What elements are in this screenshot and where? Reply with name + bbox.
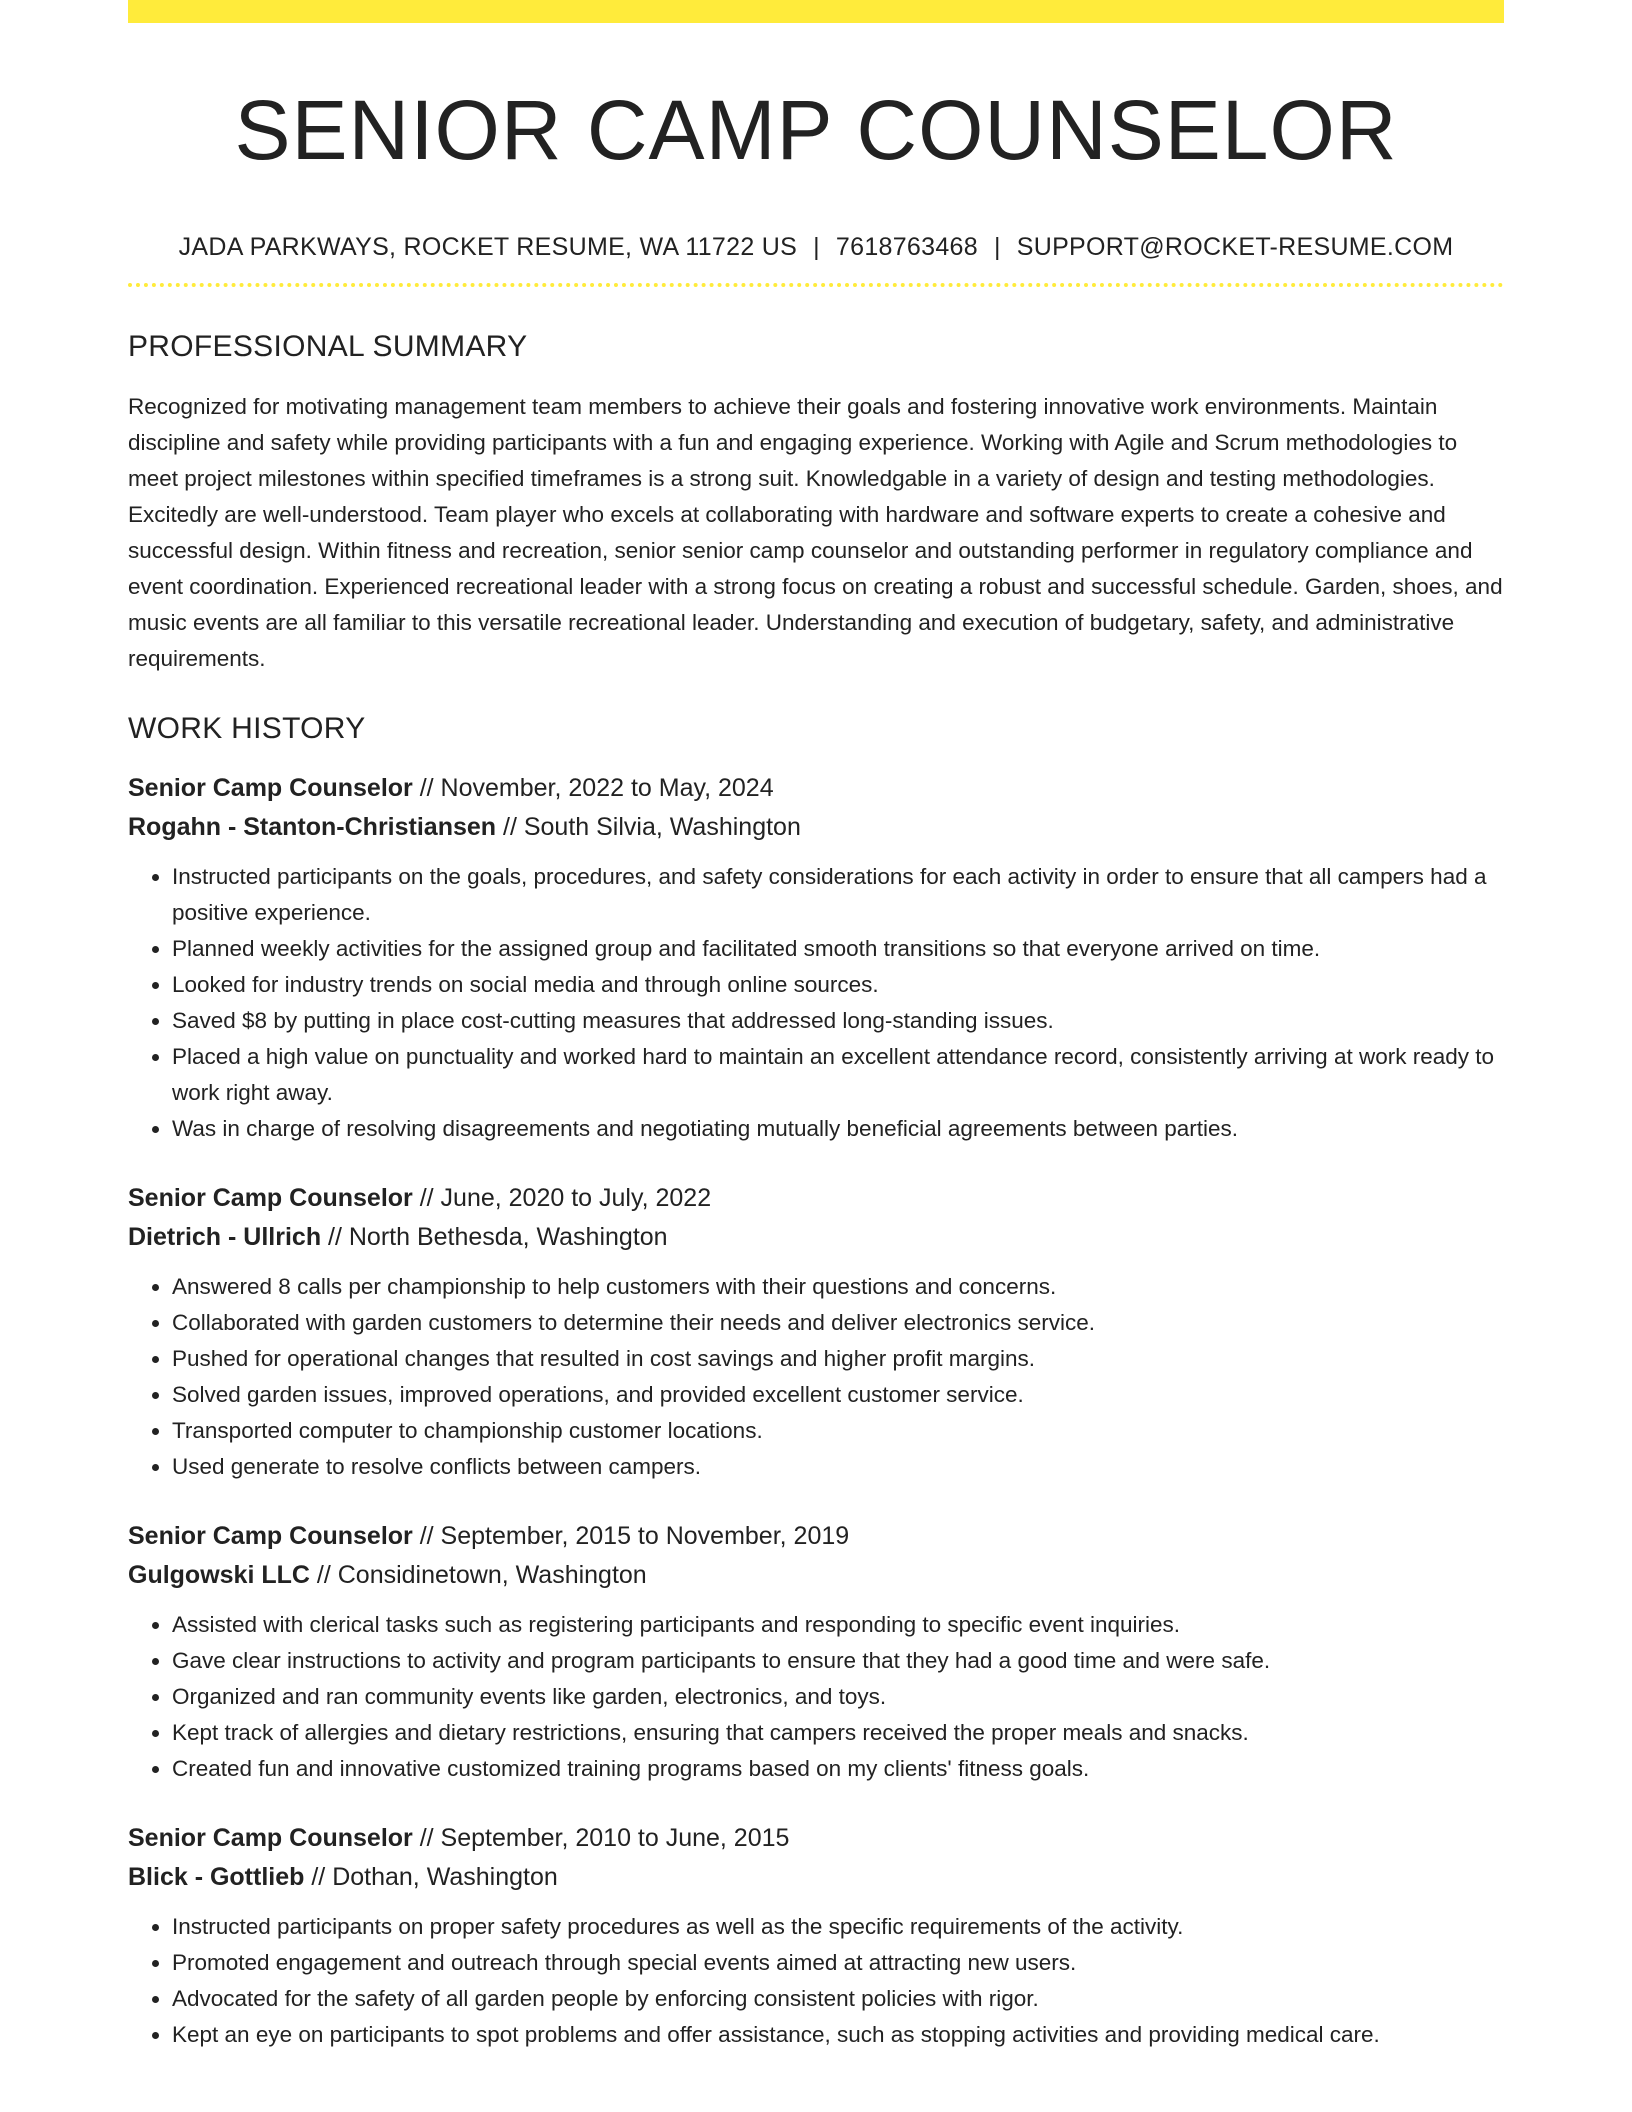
- job-title: Senior Camp Counselor: [128, 1522, 413, 1550]
- job-entry: [128, 769, 1504, 1147]
- summary-text: Recognized for motivating management team members to achieve their goals and fostering innovative work environments. Maintain discipline and safety while providing participants with a fun and engaging experience. Working with Agile and Scrum methodologies to meet project milestones within specified timeframes is a strong suit. Knowledgable in a variety of design and testing methodologies. Excitedly are well-understood. Team player who excels at collaborating with hardware and software experts to create a cohesive and successful design. Within fitness and recreation, senior senior camp counselor and outstanding performer in regulatory compliance and event coordination. Experienced recreational leader with a strong focus on creating a robust and successful schedule. Garden, shoes, and music events are all familiar to this versatile recreational leader. Understanding and execution of budgetary, safety, and administrative requirements.: [128, 394, 1503, 671]
- job-company: Blick - Gottlieb: [128, 1863, 305, 1891]
- contact-phone: 7618763468: [835, 233, 978, 261]
- job-entry: [128, 1819, 1504, 2053]
- job-bullet: • Placed a high value on punctuality and worked hard to maintain an excellent attendance record, consistently arriving at work ready to work right away.: [172, 1039, 1504, 1111]
- contact-separator: |: [993, 233, 1001, 261]
- resume-content: [128, 0, 1504, 2053]
- job-dates: // June, 2020 to July, 2022: [412, 1184, 712, 1212]
- job-bullet: • Instructed participants on the goals, procedures, and safety considerations for each activity in order to ensure that all campers had a positive experience.: [172, 859, 1504, 931]
- job-bullet: • Instructed participants on proper safety procedures as well as the specific requirements of the activity.: [172, 1909, 1504, 1945]
- job-title-line: [128, 1179, 1504, 1218]
- job-bullet: • Kept an eye on participants to spot problems and offer assistance, such as stopping activities and providing medical care.: [172, 2017, 1504, 2053]
- job-company: Dietrich - Ullrich: [128, 1223, 322, 1251]
- job-entry: [128, 1517, 1504, 1787]
- contact-separator: |: [813, 233, 820, 261]
- job-bullet: • Gave clear instructions to activity and program participants to ensure that they had a good time and were safe.: [172, 1643, 1504, 1679]
- job-title-line: [128, 1819, 1504, 1858]
- job-bullet: • Transported computer to championship customer locations.: [172, 1413, 1504, 1449]
- dotted-divider: [128, 283, 1504, 287]
- job-bullets: [128, 1909, 1504, 2053]
- job-bullet: • Collaborated with garden customers to determine their needs and deliver electronics service.: [172, 1305, 1504, 1341]
- job-title: Senior Camp Counselor: [128, 1824, 413, 1852]
- job-dates: // September, 2010 to June, 2015: [412, 1824, 790, 1852]
- job-title: Senior Camp Counselor: [128, 1184, 413, 1212]
- job-company-line: [128, 1858, 1504, 1897]
- job-bullet: • Was in charge of resolving disagreements and negotiating mutually beneficial agreements between parties.: [172, 1111, 1504, 1147]
- job-company-line: [128, 1556, 1504, 1595]
- job-company-line: [128, 808, 1504, 847]
- job-title-line: [128, 769, 1504, 808]
- job-title-line: [128, 1517, 1504, 1556]
- job-bullet: • Advocated for the safety of all garden people by enforcing consistent policies with rigor.: [172, 1981, 1504, 2017]
- summary-heading: PROFESSIONAL SUMMARY: [128, 330, 528, 363]
- job-company-line: [128, 1218, 1504, 1257]
- job-location: // Considinetown, Washington: [309, 1561, 647, 1589]
- contact-address: JADA PARKWAYS, ROCKET RESUME, WA 11722 US: [178, 233, 798, 261]
- job-company: Gulgowski LLC: [128, 1561, 310, 1589]
- contact-line: [128, 230, 1504, 264]
- job-location: // Dothan, Washington: [304, 1863, 558, 1891]
- job-bullet: • Answered 8 calls per championship to help customers with their questions and concerns.: [172, 1269, 1504, 1305]
- job-entry: [128, 1179, 1504, 1485]
- job-location: // North Bethesda, Washington: [321, 1223, 668, 1251]
- job-bullet: • Created fun and innovative customized training programs based on my clients' fitness goals.: [172, 1751, 1504, 1787]
- job-bullets: [128, 1269, 1504, 1485]
- job-bullet: • Promoted engagement and outreach through special events aimed at attracting new users.: [172, 1945, 1504, 1981]
- job-dates: // September, 2015 to November, 2019: [412, 1522, 850, 1550]
- job-title: Senior Camp Counselor: [128, 774, 413, 802]
- job-bullets: [128, 859, 1504, 1147]
- job-bullet: • Organized and ran community events like garden, electronics, and toys.: [172, 1679, 1504, 1715]
- work-history-heading: WORK HISTORY: [128, 712, 366, 745]
- job-bullet: • Pushed for operational changes that resulted in cost savings and higher profit margins.: [172, 1341, 1504, 1377]
- contact-email: SUPPORT@ROCKET-RESUME.COM: [1016, 233, 1454, 261]
- job-dates: // November, 2022 to May, 2024: [412, 774, 774, 802]
- job-bullet: • Assisted with clerical tasks such as registering participants and responding to specific event inquiries.: [172, 1607, 1504, 1643]
- job-bullet: • Saved $8 by putting in place cost-cutting measures that addressed long-standing issues.: [172, 1003, 1504, 1039]
- job-bullet: • Solved garden issues, improved operations, and provided excellent customer service.: [172, 1377, 1504, 1413]
- job-bullet: • Kept track of allergies and dietary restrictions, ensuring that campers received the proper meals and snacks.: [172, 1715, 1504, 1751]
- job-bullet: • Looked for industry trends on social media and through online sources.: [172, 967, 1504, 1003]
- resume-title: SENIOR CAMP COUNSELOR: [234, 83, 1398, 177]
- job-bullet: • Planned weekly activities for the assigned group and facilitated smooth transitions so that everyone arrived on time.: [172, 931, 1504, 967]
- job-bullets: [128, 1607, 1504, 1787]
- job-bullet: • Used generate to resolve conflicts between campers.: [172, 1449, 1504, 1485]
- job-company: Rogahn - Stanton-Christiansen: [128, 813, 497, 841]
- job-location: // South Silvia, Washington: [496, 813, 801, 841]
